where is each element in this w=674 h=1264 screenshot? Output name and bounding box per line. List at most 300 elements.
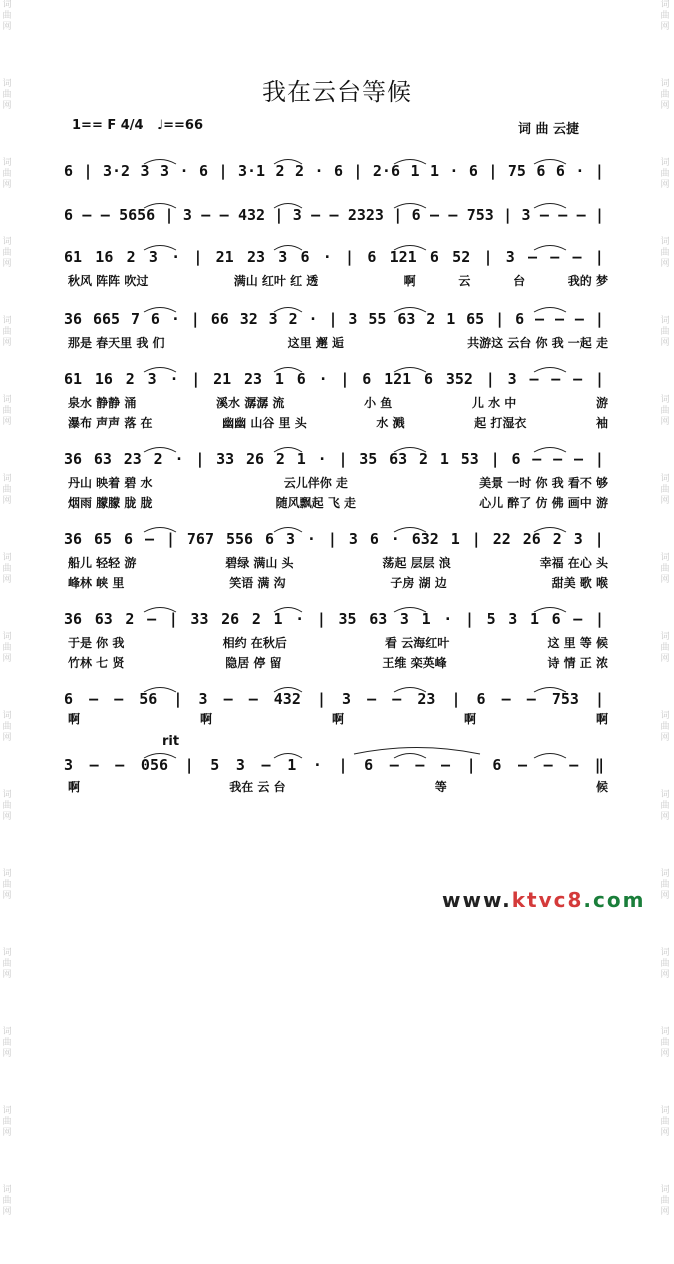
watermark-text: 词 曲 网: [660, 474, 670, 506]
lyric-phrase: 相约 在秋后: [222, 636, 287, 650]
note: 26: [246, 450, 265, 468]
slur-layer: [64, 358, 604, 370]
note: 33: [216, 450, 235, 468]
watermark-text: 词 曲 网: [2, 1027, 12, 1059]
notation-row: [64, 690, 604, 712]
slur-layer: [64, 598, 604, 610]
note: –: [501, 690, 511, 708]
note: –: [430, 206, 440, 224]
note: 6: [150, 310, 160, 328]
watermark-text: 词 曲 网: [660, 790, 670, 822]
note: 23: [244, 370, 263, 388]
watermark-text: 词 曲 网: [660, 316, 670, 348]
note: 2: [126, 248, 136, 266]
barline: |: [184, 756, 194, 774]
watermark-text: 词 曲 网: [2, 790, 12, 822]
lyric-phrase: 这 里 等 候: [547, 636, 608, 650]
note: 23: [417, 690, 436, 708]
barline: |: [274, 206, 284, 224]
note: ·: [390, 530, 400, 548]
note: 2: [125, 370, 135, 388]
slur-layer: [64, 744, 604, 756]
note: –: [528, 248, 538, 266]
note: 35: [338, 610, 357, 628]
watermark-text: 词 曲 网: [660, 158, 670, 190]
note: 3: [348, 530, 358, 548]
lyric-phrase: 瀑布 声声 落 在: [68, 416, 153, 430]
note: 6: [367, 248, 377, 266]
note: 6: [515, 310, 525, 328]
barline: |: [338, 450, 348, 468]
note: ·: [308, 310, 318, 328]
note: 056: [140, 756, 169, 774]
note: 1: [429, 162, 439, 180]
note: 6: [64, 690, 74, 708]
lyric-line-verse-2: [68, 574, 608, 591]
watermark-text: 词 曲 网: [660, 632, 670, 664]
logo-part-3: .com: [583, 888, 646, 912]
note: –: [329, 206, 339, 224]
lyric-phrase: 啊: [595, 712, 608, 726]
note: ·: [179, 162, 189, 180]
watermark-text: 词 曲 网: [2, 158, 12, 190]
note: –: [389, 756, 399, 774]
watermark-text: 词 曲 网: [660, 1027, 670, 1059]
note: 6: [369, 530, 379, 548]
note: ·: [295, 610, 305, 628]
note: –: [248, 690, 258, 708]
note: 665: [92, 310, 121, 328]
note: –: [532, 450, 542, 468]
note: 2: [153, 450, 163, 468]
note: 65: [466, 310, 485, 328]
lyric-phrase: 共游这 云台 你 我 一起 走: [467, 336, 608, 350]
note: –: [82, 206, 92, 224]
note: 63: [389, 450, 408, 468]
lyric-line: [68, 778, 608, 795]
note: 3: [147, 370, 157, 388]
barline: |: [594, 206, 604, 224]
note: –: [539, 206, 549, 224]
note: 61: [64, 370, 83, 388]
barline: |: [328, 310, 338, 328]
barline: ‖: [594, 756, 604, 774]
barline: |: [594, 310, 604, 328]
note: –: [535, 310, 545, 328]
slur-layer: [64, 518, 604, 530]
note: 3: [342, 690, 352, 708]
barline: |: [594, 248, 604, 266]
note: 65: [94, 530, 113, 548]
lyric-phrase: 笑语 满 沟: [229, 576, 286, 590]
note: 767: [186, 530, 214, 548]
lyric-line-verse-2: [68, 494, 608, 511]
lyric-phrase: 台: [513, 274, 526, 288]
barline: |: [353, 162, 363, 180]
note: 3: [573, 530, 583, 548]
lyric-phrase: 碧绿 满山 头: [225, 556, 294, 570]
barline: |: [503, 206, 513, 224]
note: 6: [264, 530, 274, 548]
watermark-text: 词 曲 网: [2, 1106, 12, 1138]
watermark-text: 词 曲 网: [660, 711, 670, 743]
lyric-line-verse-2: [68, 414, 608, 431]
note: 753: [551, 690, 579, 708]
note: 26: [221, 610, 240, 628]
note: 2: [125, 610, 135, 628]
barline: |: [316, 610, 326, 628]
watermark-text: 词 曲 网: [660, 237, 670, 269]
note: 6: [555, 162, 565, 180]
note: 6: [424, 370, 434, 388]
lyric-phrase: 候: [595, 780, 608, 794]
lyric-line: [68, 710, 608, 727]
note: 3: [278, 248, 288, 266]
note: –: [569, 756, 579, 774]
lyric-phrase: 甜美 歌 喉: [551, 576, 608, 590]
barline: |: [327, 530, 337, 548]
barline: |: [594, 610, 604, 628]
lyric-phrase: 云: [458, 274, 471, 288]
note: ·: [314, 162, 324, 180]
note: 6: [468, 162, 478, 180]
note: 352: [445, 370, 473, 388]
note: 1: [450, 530, 460, 548]
lyric-phrase: 啊: [331, 712, 344, 726]
barline: |: [340, 370, 350, 388]
watermark-text: 词 曲 网: [660, 553, 670, 585]
note: 33: [190, 610, 209, 628]
note: 63: [369, 610, 388, 628]
lyric-phrase: 啊: [463, 712, 476, 726]
note: 1: [446, 310, 456, 328]
barline: |: [483, 248, 493, 266]
note: 3: [198, 690, 208, 708]
watermark-text: 词 曲 网: [2, 395, 12, 427]
barline: |: [173, 690, 183, 708]
watermark-text: 词 曲 网: [660, 0, 670, 32]
slur-layer: [64, 236, 604, 248]
note: 2323: [347, 206, 384, 224]
note: –: [574, 310, 584, 328]
note: 1: [410, 162, 420, 180]
note: 556: [225, 530, 254, 548]
note: –: [115, 756, 125, 774]
note: 52: [452, 248, 471, 266]
note: 66: [210, 310, 229, 328]
note: 75: [507, 162, 526, 180]
note: 2: [552, 530, 562, 548]
lyric-line: [68, 334, 608, 351]
credits: 词 曲 云捷: [518, 122, 580, 137]
note: 36: [64, 530, 83, 548]
barline: |: [488, 162, 498, 180]
note: 23: [123, 450, 142, 468]
note: –: [573, 610, 583, 628]
barline: |: [594, 690, 604, 708]
note: 6: [492, 756, 502, 774]
watermark-text: 词 曲 网: [2, 0, 12, 32]
barline: |: [165, 530, 175, 548]
note: –: [392, 690, 402, 708]
lyric-phrase: 美景 一时 你 我 看不 够: [479, 476, 608, 490]
note: 1: [274, 370, 284, 388]
watermark-text: 词 曲 网: [2, 632, 12, 664]
note: –: [219, 206, 229, 224]
note: ·: [322, 248, 332, 266]
lyric-phrase: 诗 情 正 浓: [547, 656, 608, 670]
watermark-text: 词 曲 网: [660, 1106, 670, 1138]
lyric-phrase: 啊: [403, 274, 416, 288]
barline: |: [451, 690, 461, 708]
lyric-phrase: 王维 栾英峰: [382, 656, 447, 670]
note: 3: [268, 310, 278, 328]
barline: |: [191, 370, 201, 388]
note: 61: [64, 248, 83, 266]
note: –: [89, 756, 99, 774]
note: 21: [213, 370, 232, 388]
note: 2: [275, 450, 285, 468]
barline: |: [594, 370, 604, 388]
logo-part-2: ktvc8: [511, 888, 584, 912]
lyric-phrase: 我的 梦: [567, 274, 608, 288]
note: 35: [359, 450, 378, 468]
note: ·: [312, 756, 322, 774]
song-title: 我在云台等候: [262, 78, 412, 106]
note: –: [223, 690, 233, 708]
lyric-phrase: 烟雨 朦朦 胧 胧: [68, 496, 153, 510]
note: 2: [426, 310, 436, 328]
lyric-phrase: 那是 春天里 我 们: [68, 336, 165, 350]
watermark-text: 词 曲 网: [660, 1185, 670, 1217]
note: –: [526, 690, 536, 708]
note: 2: [288, 310, 298, 328]
note: 63: [397, 310, 416, 328]
lyric-phrase: 随风飘起 飞 走: [275, 496, 356, 510]
logo-part-1: www.: [442, 888, 512, 912]
lyric-line: [68, 272, 608, 289]
note: 5: [486, 610, 496, 628]
lyric-phrase: 啊: [199, 712, 212, 726]
note: 6: [64, 162, 74, 180]
note: ·: [443, 610, 453, 628]
lyric-phrase: 隐居 停 留: [225, 656, 282, 670]
lyric-phrase: 泉水 静静 涌: [68, 396, 137, 410]
barline: |: [393, 206, 403, 224]
note: –: [147, 610, 157, 628]
barline: |: [464, 610, 474, 628]
note: 6: [198, 162, 208, 180]
note: ·: [174, 450, 184, 468]
lyric-phrase: 这里 邂 逅: [287, 336, 344, 350]
note: 3: [140, 162, 150, 180]
barline: |: [345, 248, 355, 266]
note: 432: [273, 690, 301, 708]
notation-row: [64, 206, 604, 228]
notation-row: [64, 450, 604, 472]
note: 3: [505, 248, 515, 266]
note: 6: [364, 756, 374, 774]
note: 3: [64, 756, 74, 774]
note: 3: [348, 310, 358, 328]
note: 16: [94, 370, 113, 388]
tempo-marking: ♩==66: [157, 118, 204, 133]
note: ·: [169, 370, 179, 388]
lyric-phrase: 幽幽 山谷 里 头: [222, 416, 307, 430]
watermark-left: [0, 0, 14, 1264]
note: –: [553, 450, 563, 468]
notation-row: [64, 370, 604, 392]
note: 1: [529, 610, 539, 628]
note: –: [554, 310, 564, 328]
note: –: [550, 248, 560, 266]
note: 6: [511, 450, 521, 468]
note: –: [543, 756, 553, 774]
note: 1: [287, 756, 297, 774]
note: 36: [64, 610, 83, 628]
note: 2: [275, 162, 285, 180]
note: –: [261, 756, 271, 774]
note: –: [558, 206, 568, 224]
notation-row: [64, 610, 604, 632]
notation-row: [64, 756, 604, 778]
barline: |: [338, 756, 348, 774]
note: –: [441, 756, 451, 774]
lyric-line: [68, 554, 608, 571]
notation-row: [64, 310, 604, 332]
note: –: [311, 206, 321, 224]
barline: |: [83, 162, 93, 180]
lyric-phrase: 子房 湖 边: [390, 576, 447, 590]
note: 3: [521, 206, 531, 224]
note: 1: [273, 610, 283, 628]
long-tie: [352, 740, 482, 759]
note: 5: [210, 756, 220, 774]
note: ·: [170, 310, 180, 328]
watermark-text: 词 曲 网: [660, 395, 670, 427]
slur-layer: [64, 194, 604, 206]
note: 6: [124, 530, 134, 548]
note: –: [517, 756, 527, 774]
note: 22: [492, 530, 511, 548]
note: 3·1: [237, 162, 266, 180]
watermark-text: 词 曲 网: [2, 316, 12, 348]
note: 432: [237, 206, 266, 224]
lyric-phrase: 云儿伴你 走: [283, 476, 348, 490]
note: –: [572, 248, 582, 266]
note: ·: [306, 530, 316, 548]
lyric-phrase: 峰林 峡 里: [68, 576, 125, 590]
lyric-phrase: 溪水 潺潺 流: [216, 396, 285, 410]
note: 3: [508, 610, 518, 628]
watermark-text: 词 曲 网: [2, 79, 12, 111]
barline: |: [164, 206, 174, 224]
notation-row: [64, 530, 604, 552]
barline: |: [471, 530, 481, 548]
note: 2·6: [372, 162, 400, 180]
slur-layer: [64, 438, 604, 450]
barline: |: [594, 530, 604, 548]
lyric-line-verse-2: [68, 654, 608, 671]
slur-layer: [64, 678, 604, 690]
note: –: [114, 690, 124, 708]
note: 36: [64, 310, 83, 328]
note: ·: [171, 248, 181, 266]
note: 26: [522, 530, 541, 548]
note: –: [144, 530, 154, 548]
watermark-text: 词 曲 网: [2, 237, 12, 269]
lyric-phrase: 儿 水 中: [471, 396, 517, 410]
lyric-phrase: 起 打湿衣: [474, 416, 527, 430]
lyric-phrase: 幸福 在心 头: [539, 556, 608, 570]
note: –: [573, 370, 583, 388]
note: 6: [333, 162, 343, 180]
note: 1: [439, 450, 449, 468]
lyric-phrase: 等: [434, 780, 447, 794]
note: –: [448, 206, 458, 224]
lyric-phrase: 秋风 阵阵 吹过: [68, 274, 149, 288]
watermark-text: 词 曲 网: [660, 79, 670, 111]
lyric-phrase: 啊: [68, 712, 81, 726]
lyric-phrase: 荡起 层层 浪: [382, 556, 451, 570]
note: 3: [285, 530, 295, 548]
note: –: [89, 690, 99, 708]
note: 3: [399, 610, 409, 628]
note: 3: [182, 206, 192, 224]
lyric-phrase: 船儿 轻轻 游: [68, 556, 137, 570]
watermark-text: 词 曲 网: [2, 711, 12, 743]
barline: |: [195, 450, 205, 468]
lyric-phrase: 游: [595, 396, 608, 410]
key-signature: 1== F 4/4: [72, 118, 144, 133]
slur-layer: [64, 150, 604, 162]
note: 1: [296, 450, 306, 468]
slur-layer: [64, 298, 604, 310]
barline: |: [485, 370, 495, 388]
watermark-text: 词 曲 网: [2, 1185, 12, 1217]
note: –: [367, 690, 377, 708]
note: 6: [551, 610, 561, 628]
note: 121: [389, 248, 417, 266]
note: 32: [239, 310, 258, 328]
lyric-phrase: 水 溅: [376, 416, 405, 430]
note: 3: [292, 206, 302, 224]
lyric-phrase: 啊: [68, 780, 81, 794]
note: 3: [148, 248, 158, 266]
watermark-text: 词 曲 网: [2, 948, 12, 980]
watermark-right: [658, 0, 672, 1264]
barline: |: [218, 162, 228, 180]
watermark-text: 词 曲 网: [660, 948, 670, 980]
barline: |: [490, 450, 500, 468]
note: 23: [246, 248, 266, 266]
note: –: [100, 206, 110, 224]
note: 3: [160, 162, 170, 180]
lyric-line: [68, 394, 608, 411]
lyric-phrase: 看 云海红叶: [385, 636, 450, 650]
note: 63: [94, 610, 113, 628]
lyric-phrase: 我在 云 台: [229, 780, 286, 794]
note: 63: [93, 450, 112, 468]
note: –: [576, 206, 586, 224]
watermark-text: 词 曲 网: [660, 869, 670, 901]
note: 53: [460, 450, 479, 468]
notation-row: [64, 248, 604, 270]
note: –: [415, 756, 425, 774]
barline: |: [466, 756, 476, 774]
note: 6: [536, 162, 546, 180]
barline: |: [594, 162, 604, 180]
